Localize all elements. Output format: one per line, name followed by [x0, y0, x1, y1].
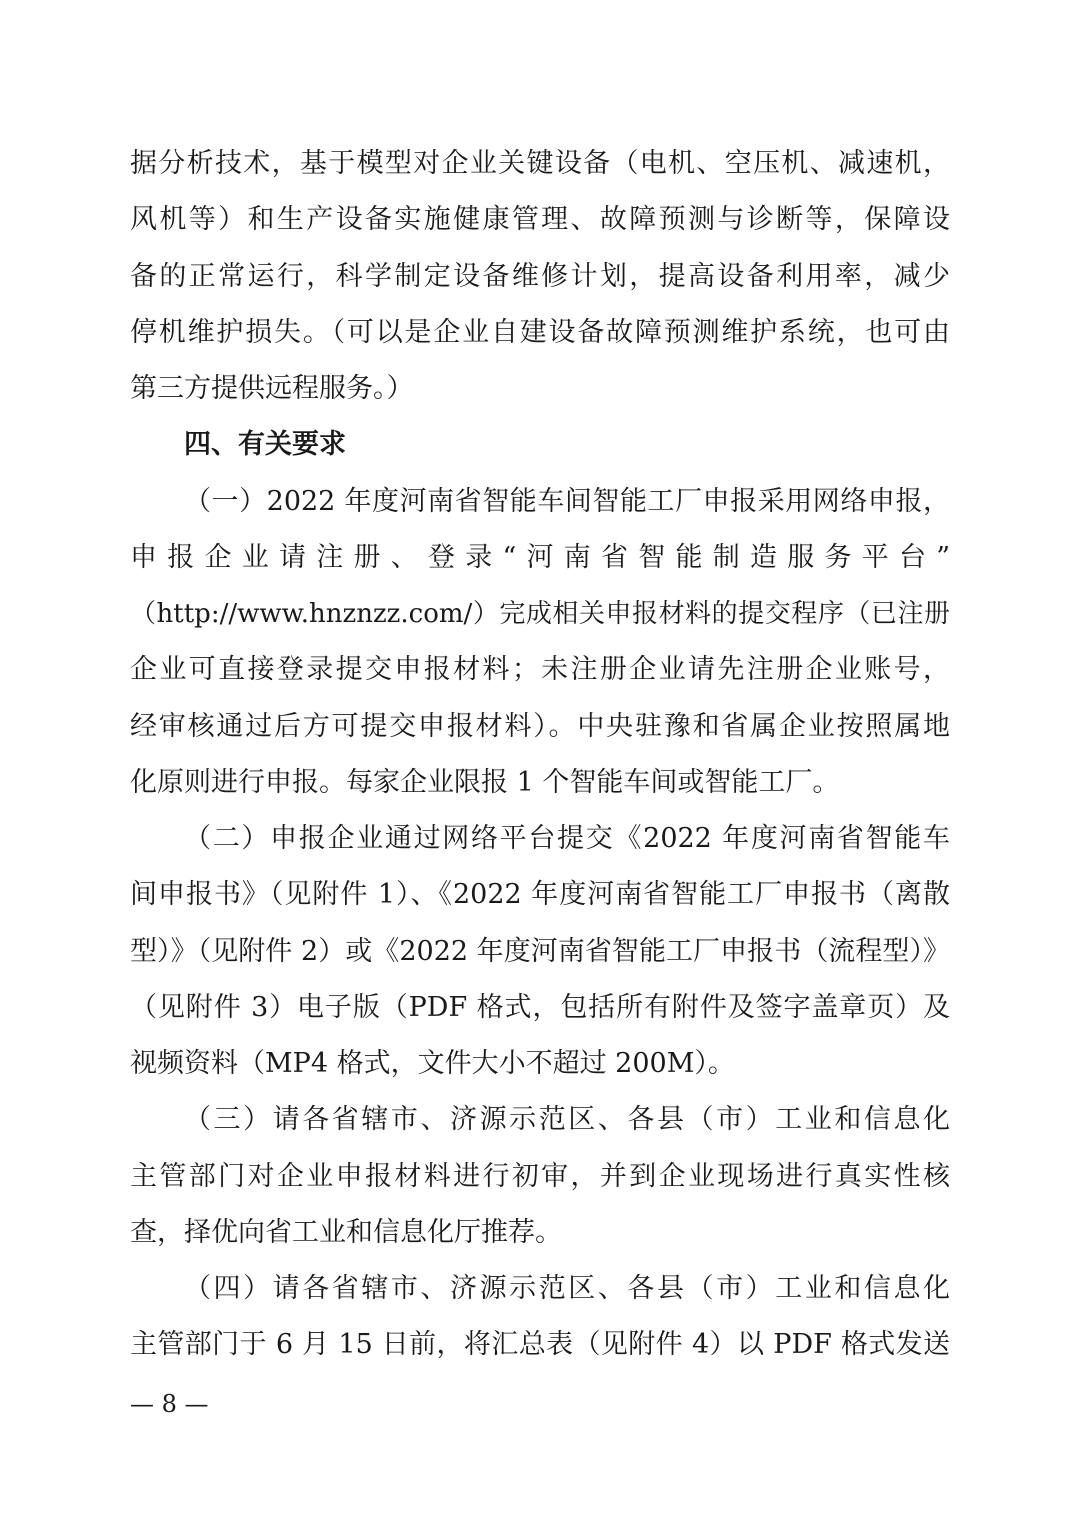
item2-line-3: 型）》（见附件 2）或《2022 年度河南省智能工厂申报书（流程型）》 [130, 936, 950, 967]
item2-line-1: （二）申报企业通过网络平台提交《2022 年度河南省智能车 [184, 823, 950, 854]
page-number: — 8 — [130, 1390, 209, 1418]
item2-line-2: 间申报书》（见附件 1）、《2022 年度河南省智能工厂申报书（离散 [130, 879, 950, 910]
item1-line-3: （http://www.hnznzz.com/）完成相关申报材料的提交程序（已注册 [130, 599, 950, 629]
item2-line-5: 视频资料（MP4 格式，文件大小不超过 200M）。 [130, 1048, 735, 1079]
para1-line-2: 风机等）和生产设备实施健康管理、故障预测与诊断等，保障设 [130, 204, 950, 235]
item1-line-4: 企业可直接登录提交申报材料；未注册企业请先注册企业账号， [130, 654, 950, 685]
para1-line-1: 据分析技术，基于模型对企业关键设备（电机、空压机、减速机， [130, 148, 950, 179]
item2-line-4: （见附件 3）电子版（PDF 格式，包括所有附件及签字盖章页）及 [130, 992, 950, 1023]
para1-line-4: 停机维护损失。（可以是企业自建设备故障预测维护系统，也可由 [130, 317, 950, 348]
item4-line-1: （四）请各省辖市、济源示范区、各县（市）工业和信息化 [184, 1273, 950, 1304]
item3-line-2: 主管部门对企业申报材料进行初审，并到企业现场进行真实性核 [130, 1161, 950, 1192]
section-heading: 四、有关要求 [184, 429, 346, 460]
item1-line-2: 申报企业请注册、登录“河南省智能制造服务平台” [130, 542, 950, 573]
item4-line-2: 主管部门于 6 月 15 日前，将汇总表（见附件 4）以 PDF 格式发送 [130, 1329, 950, 1360]
item3-line-1: （三）请各省辖市、济源示范区、各县（市）工业和信息化 [184, 1104, 950, 1135]
para1-line-5: 第三方提供远程服务。） [130, 373, 414, 404]
item1-line-6: 化原则进行申报。每家企业限报 1 个智能车间或智能工厂。 [130, 767, 840, 798]
item3-line-3: 查，择优向省工业和信息化厅推荐。 [130, 1217, 562, 1248]
item1-line-5: 经审核通过后方可提交申报材料）。中央驻豫和省属企业按照属地 [130, 711, 950, 742]
para1-line-3: 备的正常运行，科学制定设备维修计划，提高设备利用率，减少 [130, 261, 950, 292]
item1-line-1: （一）2022 年度河南省智能车间智能工厂申报采用网络申报， [184, 486, 950, 517]
